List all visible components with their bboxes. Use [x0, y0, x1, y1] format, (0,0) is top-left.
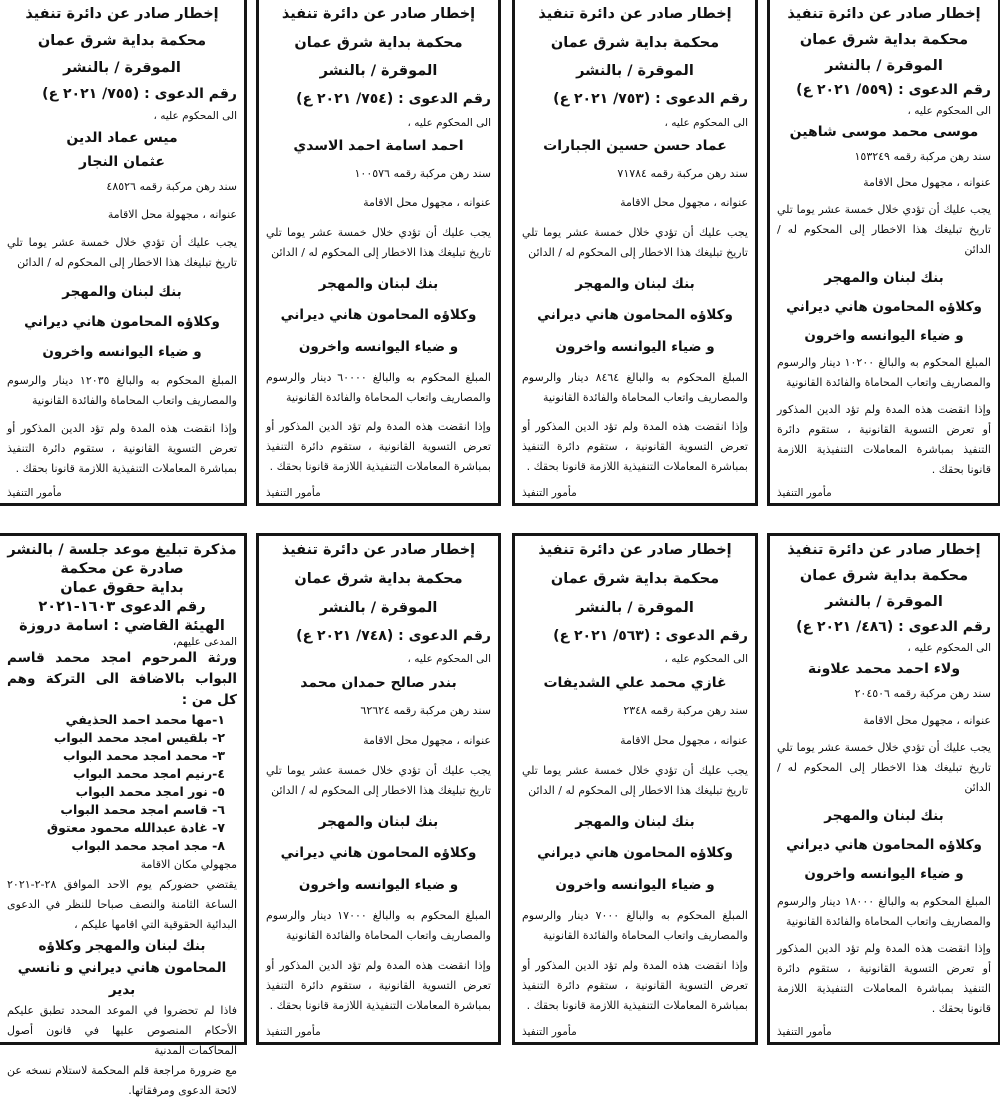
debtor-name: موسى محمد موسى شاهين: [789, 123, 979, 140]
defendant-item: ٣- محمد امجد محمد البواب: [63, 748, 225, 763]
debtor-name: ميس عماد الدين: [66, 129, 178, 146]
defendant-item: ٢- بلقيس امجد محمد البواب: [53, 730, 225, 745]
notice-title-line: إخطار صادر عن دائرة تنفيذ: [281, 542, 476, 558]
case-label: رقم الدعوى :: [655, 627, 748, 644]
warning-text: وإذا انقضت هذه المدة ولم تؤد الدين المذكور أو تعرض التسوية القانونية ، ستقوم دائرة التنفيذ بمباشرة المعاملات التنفيذية اللازمة قانونا بحقك .: [266, 958, 491, 1012]
addressee-label: الى المحكوم عليه ،: [407, 653, 491, 666]
amount-text: [522, 368, 748, 408]
case-label: رقم الدعوى :: [655, 90, 748, 107]
addressee-label: الى المحكوم عليه ،: [907, 642, 991, 654]
notice-title-line: محكمة بداية شرق عمان: [550, 570, 720, 587]
case-value: (٧٤٨/ ٢٠٢١ ع): [296, 627, 394, 644]
amount-value: ١٨٠٠٠: [844, 895, 875, 908]
execution-notice: [256, 0, 501, 506]
attendance-text: يقتضي حضوركم يوم الاحد الموافق ٢٨-٢-٢٠٢١ الساعة الثامنة والنصف صباحا للنظر في الدعوى البدائية الحقوقية التي اقامها عليكم ،: [7, 878, 237, 931]
defendant-item: ٧- غادة عبدالله محمود معتوق: [46, 820, 225, 835]
case-number: [266, 628, 491, 644]
notice-title-line: الموقرة / بالنشر: [63, 59, 181, 76]
notice-title-line: الموقرة / بالنشر: [825, 594, 943, 610]
debtor-address: [266, 193, 491, 213]
defendant-item: ٦- قاسم امجد محمد البواب: [60, 802, 225, 817]
debtor-address: [522, 731, 748, 751]
creditor-line: بنك لبنان والمهجر: [824, 808, 944, 824]
bond-value: ٦٢٦٢٤: [360, 704, 390, 718]
bond-label: سند رهن مركبة رقمه: [650, 704, 748, 718]
amount-label: المبلغ المحكوم به والبالغ: [878, 356, 991, 370]
address-label: عنوانه ،: [952, 176, 991, 190]
case-value: (٧٥٥/ ٢٠٢١ ع): [42, 85, 140, 102]
notice-title-line: الموقرة / بالنشر: [576, 599, 694, 616]
notice-title-line: الموقرة / بالنشر: [576, 63, 694, 80]
warning-text: وإذا انقضت هذه المدة ولم تؤد الدين المذكور أو تعرض التسوية القانونية ، ستقوم دائرة التنفيذ بمباشرة المعاملات التنفيذية اللازمة قانونا بحقك .: [266, 420, 491, 474]
warning-text: وإذا انقضت هذه المدة ولم تؤد الدين المذكور أو تعرض التسوية القانونية ، ستقوم دائرة التنفيذ بمباشرة المعاملات التنفيذية اللازمة قانونا بحقك .: [522, 420, 748, 474]
bond-number: [522, 701, 748, 721]
debtor-name: احمد اسامة احمد الاسدي: [293, 138, 464, 155]
defendants-label: المدعى عليهم،: [172, 636, 237, 648]
demand-text: يجب عليك أن تؤدي خلال خمسة عشر يوما تلي تاريخ تبليغك هذا الاخطار إلى المحكوم له / الدائن: [266, 226, 491, 260]
bond-number: [777, 147, 991, 167]
creditor-line: بنك لبنان والمهجر: [824, 270, 944, 287]
warning-text: وإذا انقضت هذه المدة ولم تؤد الدين المذكور أو تعرض التسوية القانونية ، ستقوم دائرة التنفيذ بمباشرة المعاملات التنفيذية اللازمة قانونا بحقك .: [777, 942, 991, 1015]
amount-value: ١٠٢٠٠: [844, 356, 875, 370]
amount-value: ٧٠٠٠: [595, 909, 620, 923]
bond-number: [7, 177, 237, 197]
amount-label: المبلغ المحكوم به والبالغ: [626, 370, 748, 384]
bond-value: ٤٨٥٢٦: [106, 180, 136, 194]
notice-title-line: محكمة بداية شرق عمان: [550, 34, 720, 51]
amount-text: [7, 371, 237, 411]
creditor-line: وكلاؤه المحامون هاني ديراني: [786, 837, 982, 853]
demand-text: يجب عليك أن تؤدي خلال خمسة عشر يوما تلي تاريخ تبليغك هذا الاخطار إلى المحكوم له / الدائن: [522, 763, 748, 797]
bond-number: [266, 164, 491, 184]
creditor-line: بنك لبنان والمهجر: [62, 284, 182, 301]
warning-text: وإذا انقضت هذه المدة ولم تؤد الدين المذكور أو تعرض التسوية القانونية ، ستقوم دائرة التنفيذ بمباشرة المعاملات التنفيذية اللازمة قانونا بحقك .: [7, 421, 237, 475]
demand-text: يجب عليك أن تؤدي خلال خمسة عشر يوما تلي تاريخ تبليغك هذا الاخطار إلى المحكوم له / الدائن: [7, 236, 237, 270]
amount-suffix: دينار والرسوم والمصاريف واتعاب المحاماة والفائدة القانونية: [522, 370, 748, 404]
case-label: رقم الدعوى :: [898, 619, 991, 635]
amount-suffix: دينار والرسوم والمصاريف واتعاب المحاماة والفائدة القانونية: [522, 909, 748, 943]
amount-suffix: دينار والرسوم والمصاريف واتعاب المحاماة والفائدة القانونية: [266, 909, 491, 943]
bond-label: سند رهن مركبة رقمه: [393, 704, 491, 718]
note-text: مع ضرورة مراجعة قلم المحكمة لاستلام نسخه عن لائحة الدعوى ومرفقاتها.: [7, 1064, 237, 1097]
debtor-name: ولاء احمد محمد علاونة: [807, 661, 961, 677]
unknown-residence: مجهولي مكان الاقامة: [140, 858, 237, 871]
hearing-title-line: رقم الدعوى ١٦٠٣-٢٠٢١: [38, 599, 206, 615]
case-number: [777, 82, 991, 98]
warning-text: وإذا انقضت هذه المدة ولم تؤد الدين المذكور أو تعرض التسوية القانونية ، ستقوم دائرة التنفيذ بمباشرة المعاملات التنفيذية اللازمة قانونا بحقك .: [522, 958, 748, 1012]
addressee-label: الى المحكوم عليه ،: [407, 116, 491, 129]
notice-title-line: إخطار صادر عن دائرة تنفيذ: [538, 6, 732, 22]
amount-label: المبلغ المحكوم به والبالغ: [626, 909, 748, 923]
creditor-line: و ضياء اليوانسه واخرون: [555, 339, 715, 356]
bond-number: [266, 701, 491, 721]
bond-value: ١٠٠٥٧٦: [354, 166, 390, 180]
creditor-line: و ضياء اليوانسه واخرون: [555, 877, 715, 894]
signature: مأمور التنفيذ: [777, 486, 832, 499]
bond-label: سند رهن مركبة رقمه: [893, 149, 991, 163]
case-label: رقم الدعوى :: [398, 627, 491, 644]
bond-number: [777, 684, 991, 704]
hearing-title-line: مذكرة تبليغ موعد جلسة / بالنشر: [7, 542, 237, 558]
creditor-line: وكلاؤه المحامون هاني ديراني: [537, 307, 733, 324]
hearing-title-line: الهيئة القاضي : اسامة دروزة: [19, 618, 225, 634]
amount-text: [266, 368, 491, 408]
case-value: (٧٥٤/ ٢٠٢١ ع): [296, 90, 394, 107]
case-value: (٧٥٣/ ٢٠٢١ ع): [553, 90, 651, 107]
hearing-notice: [0, 533, 247, 1097]
bond-label: سند رهن مركبة رقمه: [393, 166, 491, 180]
amount-label: المبلغ المحكوم به والبالغ: [116, 373, 237, 387]
address-label: عنوانه ،: [452, 733, 491, 747]
bond-value: ٧١٧٨٤: [617, 166, 647, 180]
bond-value: ١٥٣٢٤٩: [854, 149, 890, 163]
amount-text: [777, 353, 991, 393]
warning-text: وإذا انقضت هذه المدة ولم تؤد الدين المذكور أو تعرض التسوية القانونية ، ستقوم دائرة التنفيذ بمباشرة المعاملات التنفيذية اللازمة قانونا بحقك .: [777, 403, 991, 477]
amount-value: ١٧٠٠٠: [337, 909, 367, 923]
debtor-address: [7, 205, 237, 225]
address-label: عنوانه ،: [709, 733, 748, 747]
address-value: مجهول محل الاقامة: [863, 176, 953, 190]
amount-text: [777, 892, 991, 932]
amount-label: المبلغ المحكوم به والبالغ: [372, 909, 491, 923]
execution-notice: [512, 533, 758, 1045]
case-value: (٤٨٦/ ٢٠٢١ ع): [796, 619, 894, 635]
plaintiff-text: بنك لبنان والمهجر وكلاؤه المحامون هاني ديراني و نانسي بدير: [17, 938, 227, 998]
address-value: مجهول محل الاقامة: [363, 733, 453, 747]
amount-value: ١٢٠٣٥: [79, 373, 110, 387]
creditor-line: بنك لبنان والمهجر: [575, 813, 695, 830]
notice-title-line: محكمة بداية شرق عمان: [37, 32, 207, 49]
notice-title-line: الموقرة / بالنشر: [319, 63, 438, 80]
amount-suffix: دينار والرسوم والمصاريف واتعاب المحاماة والفائدة القانونية: [266, 370, 491, 404]
creditor-line: و ضياء اليوانسه واخرون: [804, 866, 964, 882]
amount-text: [522, 906, 748, 946]
case-number: [7, 86, 237, 102]
debtor-name: عماد حسن حسين الجبارات: [543, 138, 727, 155]
creditor-line: وكلاؤه المحامون هاني ديراني: [280, 845, 477, 862]
case-value: (٥٥٩/ ٢٠٢١ ع): [796, 82, 894, 99]
case-number: [522, 91, 748, 107]
signature: مأمور التنفيذ: [7, 486, 62, 499]
amount-suffix: دينار والرسوم والمصاريف واتعاب المحاماة والفائدة القانونية: [777, 356, 991, 390]
bond-label: سند رهن مركبة رقمه: [650, 166, 748, 180]
creditor-line: و ضياء اليوانسه واخرون: [298, 339, 459, 356]
addressee-label: الى المحكوم عليه ،: [907, 105, 991, 118]
debtor-address: [777, 173, 991, 193]
creditor-line: و ضياء اليوانسه واخرون: [804, 327, 964, 344]
debtor-address: [522, 193, 748, 213]
execution-notice: [512, 0, 758, 506]
hearing-title-line: صادرة عن محكمة: [60, 561, 184, 577]
creditor-line: وكلاؤه المحامون هاني ديراني: [786, 298, 982, 315]
signature: مأمور التنفيذ: [777, 1026, 832, 1038]
notice-title-line: محكمة بداية شرق عمان: [799, 31, 969, 48]
demand-text: يجب عليك أن تؤدي خلال خمسة عشر يوما تلي تاريخ تبليغك هذا الاخطار إلى المحكوم له / الدائن: [777, 741, 991, 794]
amount-text: [266, 906, 491, 946]
debtor-name: عثمان النجار: [79, 153, 165, 170]
execution-notice: [256, 533, 501, 1045]
address-value: مجهول محل الاقامة: [620, 733, 710, 747]
demand-text: يجب عليك أن تؤدي خلال خمسة عشر يوما تلي تاريخ تبليغك هذا الاخطار إلى المحكوم له / الدائن: [266, 763, 491, 797]
notice-title-line: الموقرة / بالنشر: [319, 599, 438, 616]
hearing-title-line: بداية حقوق عمان: [60, 580, 184, 596]
creditor-line: و ضياء اليوانسه واخرون: [298, 877, 459, 894]
bond-label: سند رهن مركبة رقمه: [893, 687, 991, 700]
signature: مأمور التنفيذ: [522, 1025, 577, 1038]
address-label: عنوانه ،: [452, 196, 491, 210]
creditor-line: بنك لبنان والمهجر: [318, 275, 439, 292]
case-label: رقم الدعوى :: [144, 85, 237, 102]
demand-text: يجب عليك أن تؤدي خلال خمسة عشر يوما تلي تاريخ تبليغك هذا الاخطار إلى المحكوم له / الدائن: [522, 226, 748, 260]
notice-title-line: محكمة بداية شرق عمان: [799, 568, 969, 584]
debtor-address: [777, 711, 991, 731]
notice-title-line: إخطار صادر عن دائرة تنفيذ: [787, 542, 981, 558]
address-value: مجهول محل الاقامة: [620, 196, 710, 210]
notice-title-line: محكمة بداية شرق عمان: [294, 34, 463, 51]
creditor-line: وكلاؤه المحامون هاني ديراني: [24, 314, 220, 331]
defendant-item: ١-مها محمد احمد الحذيفي: [65, 712, 225, 727]
addressee-label: الى المحكوم عليه ،: [153, 109, 237, 122]
bond-value: ٢٣٤٨: [623, 704, 647, 718]
addressee-label: الى المحكوم عليه ،: [664, 116, 748, 129]
bond-value: ٢٠٤٥٠٦: [854, 687, 890, 700]
execution-notice: [767, 0, 1000, 506]
amount-suffix: دينار والرسوم والمصاريف واتعاب المحاماة والفائدة القانونية: [7, 373, 237, 407]
case-number: [522, 628, 748, 644]
address-label: عنوانه ،: [198, 208, 237, 222]
creditor-line: و ضياء اليوانسه واخرون: [42, 344, 202, 361]
amount-suffix: دينار والرسوم والمصاريف واتعاب المحاماة والفائدة القانونية: [777, 895, 991, 928]
debtor-address: [266, 731, 491, 751]
debtor-name: غازي محمد علي الشديفات: [543, 675, 727, 692]
case-value: (٥٦٣/ ٢٠٢١ ع): [553, 627, 651, 644]
notice-title-line: محكمة بداية شرق عمان: [294, 570, 463, 587]
notice-title-line: إخطار صادر عن دائرة تنفيذ: [25, 6, 219, 22]
defendant-item: ٥- نور امجد محمد البواب: [75, 784, 225, 799]
creditor-line: وكلاؤه المحامون هاني ديراني: [280, 307, 477, 324]
notice-title-line: إخطار صادر عن دائرة تنفيذ: [787, 6, 981, 22]
execution-notice: [0, 0, 247, 506]
address-label: عنوانه ،: [709, 196, 748, 210]
amount-value: ٦٠٠٠٠: [337, 370, 367, 384]
address-value: مجهول محل الاقامة: [363, 196, 453, 210]
defendant-item: ٤-رنيم امجد محمد البواب: [72, 766, 225, 781]
amount-label: المبلغ المحكوم به والبالغ: [878, 895, 991, 908]
case-number: [777, 619, 991, 635]
notice-title-line: إخطار صادر عن دائرة تنفيذ: [281, 6, 476, 22]
amount-value: ٨٤٦٤: [595, 370, 620, 384]
demand-text: يجب عليك أن تؤدي خلال خمسة عشر يوما تلي تاريخ تبليغك هذا الاخطار إلى المحكوم له / الدائن: [777, 203, 991, 257]
signature: مأمور التنفيذ: [266, 1025, 321, 1038]
addressee-label: الى المحكوم عليه ،: [664, 653, 748, 666]
case-number: [266, 91, 491, 107]
address-value: مجهولة محل الاقامة: [107, 208, 199, 222]
notice-title-line: إخطار صادر عن دائرة تنفيذ: [538, 542, 732, 558]
debtor-name: بندر صالح حمدان محمد: [300, 675, 457, 692]
case-label: رقم الدعوى :: [398, 90, 491, 107]
creditor-line: بنك لبنان والمهجر: [575, 275, 695, 292]
heirs-text: ورثة المرحوم امجد محمد قاسم البواب بالاضافة الى التركة وهم كل من :: [7, 650, 237, 708]
case-label: رقم الدعوى :: [898, 82, 991, 99]
defendant-item: ٨- مجد امجد محمد البواب: [71, 838, 225, 853]
address-value: مجهول محل الاقامة: [863, 714, 953, 727]
signature: مأمور التنفيذ: [522, 486, 577, 499]
creditor-line: بنك لبنان والمهجر: [318, 813, 439, 830]
creditor-line: وكلاؤه المحامون هاني ديراني: [537, 845, 733, 862]
amount-label: المبلغ المحكوم به والبالغ: [372, 370, 491, 384]
failure-text: فاذا لم تحضروا في الموعد المحدد تطبق عليكم الأحكام المنصوص عليها في قانون أصول المحاكمات المدنية: [7, 1004, 237, 1057]
notice-title-line: الموقرة / بالنشر: [825, 57, 943, 74]
bond-number: [522, 164, 748, 184]
address-label: عنوانه ،: [952, 714, 991, 727]
execution-notice: [767, 533, 1000, 1045]
signature: مأمور التنفيذ: [266, 486, 321, 499]
bond-label: سند رهن مركبة رقمه: [139, 180, 237, 194]
